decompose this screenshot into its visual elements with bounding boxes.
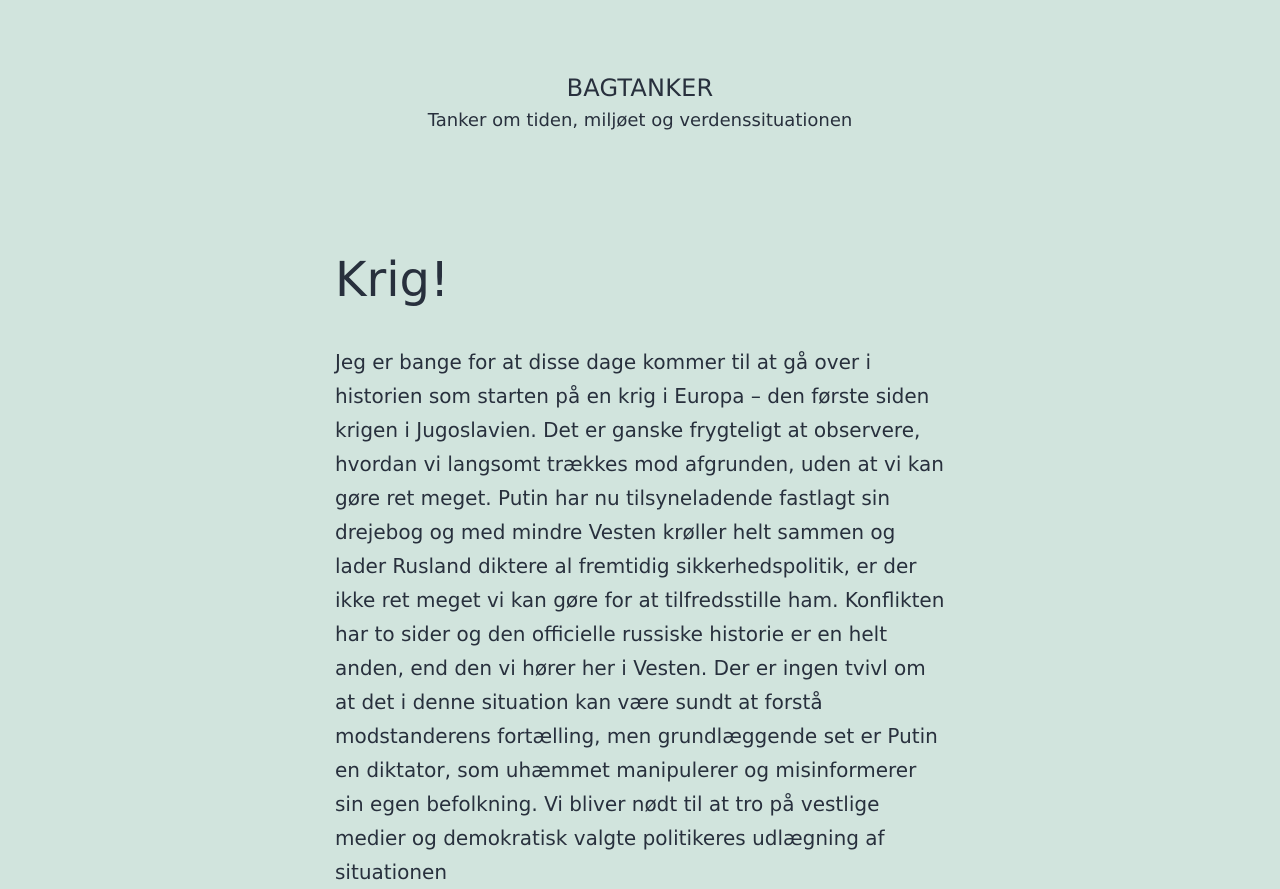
post-article	[335, 254, 945, 889]
main-content	[335, 254, 945, 889]
site-title[interactable]: BAGTANKER	[566, 74, 714, 102]
site-header	[0, 0, 1280, 131]
post-body: Jeg er bange for at disse dage kommer til at gå over i historien som starten på en krig i Europa – den første siden krigen i Jugoslavien. Det er ganske frygteligt at observere, hvordan vi langsomt trækkes mod afgrunden, uden at vi kan gøre ret meget. Putin har nu tilsyneladende fastlagt sin drejebog og med mindre Vesten krøller helt sammen og lader Rusland diktere al fremtidig sikkerhedspolitik, er der ikke ret meget vi kan gøre for at tilfredsstille ham. Konflikten har to sider og den officielle russiske historie er en helt anden, end den vi hører her i Vesten. Der er ingen tvivl om at det i denne situation kan være sundt at forstå modstanderens fortælling, men grundlæggende set er Putin en diktator, som uhæmmet manipulerer og misinformerer sin egen befolkning. Vi bliver nødt til at tro på vestlige medier og demokratisk valgte politikeres udlægning af situationen	[335, 350, 945, 885]
post-title: Krig!	[335, 252, 450, 309]
site-tagline: Tanker om tiden, miljøet og verdenssituationen	[427, 109, 853, 131]
